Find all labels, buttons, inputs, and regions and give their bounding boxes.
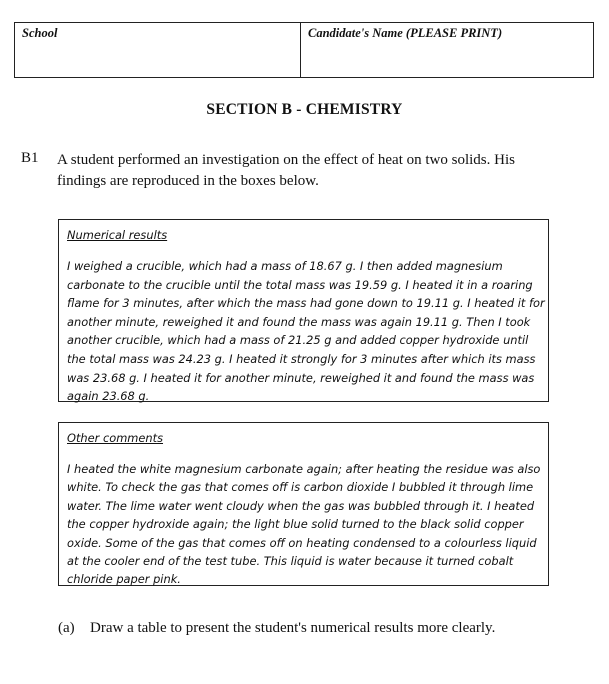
candidate-header-table: [14, 22, 594, 78]
other-comments-box: [58, 422, 549, 586]
numerical-results-title: Numerical results: [67, 228, 168, 242]
part-a-label: (a): [58, 620, 75, 636]
school-field[interactable]: [15, 23, 301, 77]
section-title: SECTION B - CHEMISTRY: [206, 101, 403, 118]
numerical-results-box: [58, 219, 549, 402]
other-comments-body: I heated the white magnesium carbonate again; after heating the residue was also white. To check the gas that comes off is carbon dioxide I bubbled it through lime water. The lime water went cloudy when the gas was bubbled through it. I heated the copper hydroxide again; the light blue solid turned to the black solid copper oxide. Some of the gas that comes off on heating condensed to a colourless liquid at the cooler end of the test tube. This liquid is water because it turned cobalt chloride paper pink.: [67, 462, 541, 587]
other-comments-title: Other comments: [67, 431, 164, 445]
school-label: School: [22, 26, 58, 40]
part-a-text: Draw a table to present the student's numerical results more clearly.: [90, 620, 496, 636]
question-text: A student performed an investigation on the effect of heat on two solids. His findings are reproduced in the boxes below.: [57, 152, 515, 189]
question-number: B1: [21, 150, 39, 166]
candidate-name-label: Candidate's Name (PLEASE PRINT): [308, 26, 503, 40]
numerical-results-body: I weighed a crucible, which had a mass of 18.67 g. I then added magnesium carbonate to the crucible until the total mass was 19.59 g. I heated it in a roaring flame for 3 minutes, after which the mass had gone down to 19.11 g. I heated it for another minute, reweighed it and found the mass was again 19.11 g. Then I took another crucible, which had a mass of 21.25 g and added copper hydroxide until the total mass was 24.23 g. I heated it strongly for 3 minutes after which its mass was 23.68 g. I heated it for another minute, reweighed it and found the mass was again 23.68 g.: [67, 259, 545, 404]
candidate-name-field[interactable]: [301, 23, 593, 77]
